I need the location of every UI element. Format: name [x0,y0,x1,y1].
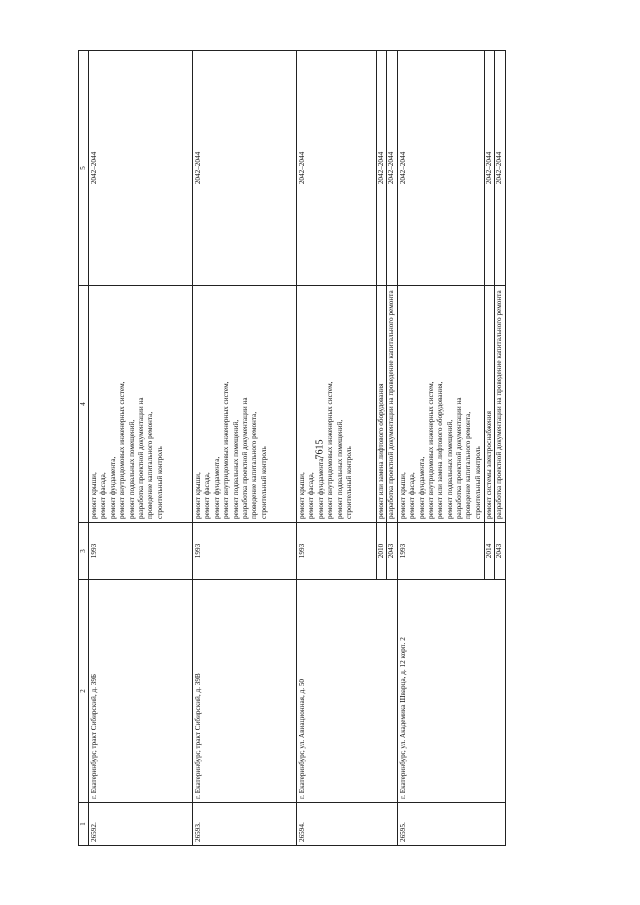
subrow-work: разработка проектной документации на проведение капитального ремонта [387,286,397,523]
works-list-item: разработка проектной документации на [454,397,463,519]
works-list-item: ремонт подвальных помещений, [231,419,240,519]
row-works [89,286,193,523]
subrow-period: 2042–2044 [377,51,387,286]
subrow-year: 2010 [377,523,387,580]
header-col-1: 1 [79,803,89,846]
row-works [193,286,297,523]
row-period: 2042–2044 [89,51,193,286]
row-works [297,286,377,523]
row-address: г. Екатеринбург, ул. Академика Шварца, д. 12 корп. 2 [397,580,505,803]
row-number: 26593. [193,803,297,846]
works-list-item: проведение капитального ремонта, [464,411,473,519]
table-body [89,51,506,846]
subrow-work: ремонт системы электроснабжения [485,286,495,523]
works-list-item: ремонт подвальных помещений, [127,419,136,519]
works-list-item: ремонт фундамента, [108,456,117,519]
subrow-period: 2042–2044 [485,51,495,286]
works-list-item: ремонт внутридомовых инженерных систем, [326,381,335,519]
works-list-item: строительный контроль [259,446,268,519]
row-number: 26594. [297,803,398,846]
row-address: г. Екатеринбург, тракт Сибирский, д. 39В [193,580,297,803]
works-list-item: ремонт внутридомовых инженерных систем, [222,381,231,519]
works-list-item: ремонт крыши, [398,472,407,519]
subrow-work: разработка проектной документации на проведение капитального ремонта [495,286,505,523]
row-works [397,286,484,523]
row-year: 1993 [297,523,377,580]
row-period: 2042–2044 [397,51,484,286]
row-year: 1993 [193,523,297,580]
works-list [399,289,483,519]
works-list-item: строительный контроль [155,446,164,519]
table-row [89,51,193,846]
works-list-item: ремонт фундамента, [212,456,221,519]
works-list-item: ремонт фундамента, [316,456,325,519]
page-number: 7615 [314,439,326,460]
works-list [194,289,269,519]
subrow-period: 2042–2044 [387,51,397,286]
subrow-period: 2042–2044 [495,51,505,286]
works-list-item: ремонт фасада, [203,472,212,519]
works-list-item: ремонт подвальных помещений, [445,419,454,519]
works-list-item: проведение капитального ремонта, [250,411,259,519]
works-list-item: ремонт фасада, [408,472,417,519]
subrow-year: 2014 [485,523,495,580]
subrow-work: ремонт или замена лифтового оборудования [377,286,387,523]
works-list-item: проведение капитального ремонта, [146,411,155,519]
works-list-item: ремонт крыши, [298,472,307,519]
works-list-item: ремонт внутридомовых инженерных систем, [118,381,127,519]
works-list [298,289,354,519]
header-col-4: 4 [79,286,89,523]
header-col-3: 3 [79,523,89,580]
works-list-item: разработка проектной документации на [240,397,249,519]
row-year: 1993 [89,523,193,580]
works-list-item: ремонт внутридомовых инженерных систем, [426,381,435,519]
works-list-item: ремонт подвальных помещений, [335,419,344,519]
repair-schedule-table [78,50,506,846]
row-number: 26592. [89,803,193,846]
header-col-2: 2 [79,580,89,803]
works-list-item: разработка проектной документации на [136,397,145,519]
row-period: 2042–2044 [193,51,297,286]
row-period: 2042–2044 [297,51,377,286]
table-row [397,51,484,846]
row-year: 1993 [397,523,484,580]
works-list-item: строительный контроль [473,446,482,519]
works-list-item: строительный контроль [344,446,353,519]
works-list [90,289,165,519]
works-list-item: ремонт или замена лифтового оборудования, [436,381,445,519]
works-list-item: ремонт фасада, [307,472,316,519]
row-address: г. Екатеринбург, тракт Сибирский, д. 39Б [89,580,193,803]
row-number: 26595. [397,803,505,846]
table-row [193,51,297,846]
header-col-5: 5 [79,51,89,286]
rotated-table-container [78,76,578,846]
works-list-item: ремонт фасада, [99,472,108,519]
subrow-year: 2043 [495,523,505,580]
table-row [297,51,377,846]
subrow-year: 2043 [387,523,397,580]
row-address: г. Екатеринбург, ул. Авиационная, д. 50 [297,580,398,803]
works-list-item: ремонт крыши, [90,472,99,519]
works-list-item: ремонт фундамента, [417,456,426,519]
works-list-item: ремонт крыши, [194,472,203,519]
header-row [79,51,89,846]
